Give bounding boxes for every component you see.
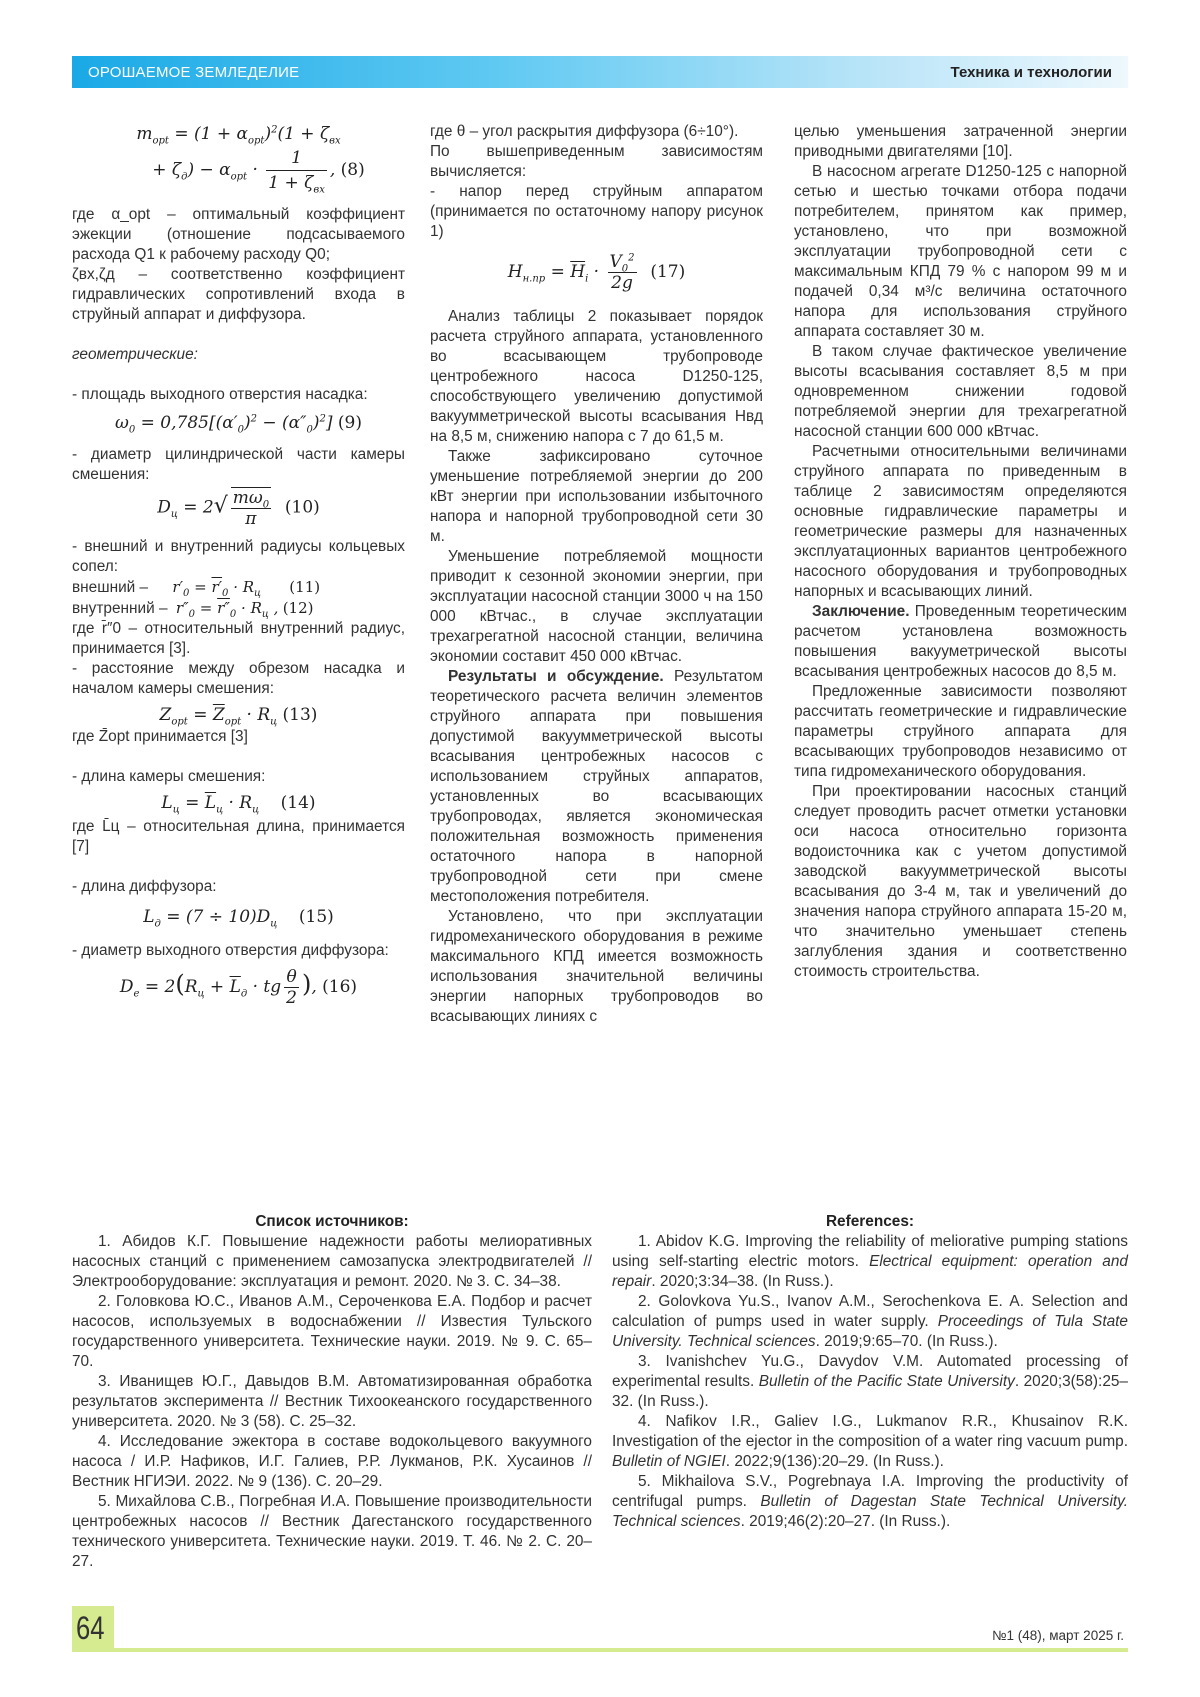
paragraph-results	[430, 667, 763, 907]
reference-journal: Bulletin of Dagestan State Technical University. Technical sciences	[612, 1493, 1128, 1530]
paragraph: где L̄ц – относительная длина, принимается [7]	[72, 818, 405, 855]
paragraph: При проектировании насосных станций следует проводить расчет отметки установки оси насоса относительно горизонта водоисточника как с учетом допустимой заводской вакуумметрической высоты всасывания до 3-4 м, так и увеличений до значения напора струйного аппарата 15-20 м, что значительно уменьшает степень заглубления здания и соответственно стоимость строительства.	[794, 783, 1127, 980]
running-header	[72, 56, 1128, 88]
text-column-3	[794, 122, 1127, 982]
formula-number: (14)	[280, 793, 316, 813]
reference-item	[612, 1472, 1128, 1532]
references-title-en: References:	[825, 1213, 915, 1230]
reference-text: . 2022;9(136):20–29. (In Russ.).	[725, 1453, 944, 1470]
page-number: 64	[76, 1610, 105, 1646]
text-column-2	[430, 122, 763, 1027]
paragraph-text: Проведенным теоретическим расчетом установлена возможность повышения вакууметрической высоты всасывания центробежных насосов до 8,5 м.	[794, 603, 1127, 680]
paragraph: В таком случае фактическое увеличение высоты всасывания составляет 8,5 м при одновременном снижении годовой потребляемой энергии для трехагрегатной насосной станции 600 000 кВтчас.	[794, 343, 1127, 440]
reference-journal: Proceedings of Tula State University. Technical sciences	[612, 1313, 1128, 1350]
reference-item: 3. Иванищев Ю.Г., Давыдов В.М. Автоматизированная обработка результатов эксперимента // Вестник Тихоокеанского государственного университета. 2020. № 3 (58). С. 25–32.	[72, 1373, 592, 1430]
reference-item: 4. Исследование эжектора в составе водокольцевого вакуумного насоса / И.Р. Нафиков, И.Г. Галиев, Р.Р. Лукманов, Р.К. Хусаинов // Вестник НГИЭИ. 2022. № 9 (136). С. 20–29.	[72, 1433, 592, 1490]
reference-item: 2. Головкова Ю.С., Иванов А.М., Сероченкова Е.А. Подбор и расчет насосов, используемых в водоснабжении // Известия Тульского государственного университета. Технические науки. 2019. № 9. С. 65–70.	[72, 1293, 592, 1370]
reference-item	[612, 1352, 1128, 1412]
formula-number: (12)	[282, 599, 314, 617]
formula-number: (10)	[284, 497, 320, 518]
page-number-badge	[72, 1606, 114, 1650]
paragraph: По вышеприведенным зависимостям вычисляется:	[430, 143, 763, 180]
rubric-title: Техника и технологии	[950, 64, 1112, 81]
reference-text: 1. Abidov K.G. Improving the reliability of meliorative pumping stations using self-starting electric motors.	[612, 1233, 1128, 1270]
reference-text: 3. Ivanishchev Yu.G., Davydov V.M. Automated processing of experimental results.	[612, 1353, 1128, 1390]
section-heading-conclusion: Заключение.	[812, 603, 910, 620]
formula-8: $m_{opt} = (1 + \alpha_{opt})^2(1 + \zeta_{вх}$ + $\zeta_д) - \alpha_{opt}$ · $\frac{1}{1 + \zeta_{вх}}$ , (8)	[136, 124, 365, 196]
paragraph: целью уменьшения затраченной энергии приводными двигателями [10].	[794, 123, 1127, 160]
formula-9: $\omega_0 = 0,785[(\alpha'_0)^2 - (\alpha''_0)^2]$ (9)	[114, 413, 362, 436]
references-russian	[72, 1212, 592, 1572]
formula-13: $Z_{opt} = \overline{Z}_{opt} \cdot R_ц$ (13)	[159, 705, 318, 728]
reference-item	[612, 1412, 1128, 1472]
paragraph: - напор перед струйным аппаратом (принимается по остаточному напору рисунок 1)	[430, 183, 763, 240]
subheading-geometric: геометрические:	[72, 346, 198, 363]
formula-number: (15)	[298, 907, 334, 927]
paragraph: Предложенные зависимости позволяют рассчитать геометрические и гидравлические параметры струйного аппарата для всасывающих трубопроводов независимо от типа гидромеханического оборудования.	[794, 683, 1127, 780]
paragraph: где θ – угол раскрытия диффузора (6÷10°).	[430, 123, 739, 140]
paragraph: где α_opt – оптимальный коэффициент эжекции (отношение подсасываемого расхода Q1 к рабочему расходу Q0;	[72, 206, 405, 263]
paragraph: Анализ таблицы 2 показывает порядок расчета струйного аппарата, установленного во всасывающем трубопроводе центробежного насоса D1250-125, способствующего увеличению допустимой вакуумметрической высоты всасывания Hвд на 8,5 м, снижению напора с 7 до 61,5 м.	[430, 308, 763, 445]
formula-16: $D_e = 2(R_ц + \overline{L}_д$ · tg $\frac{\theta}{2}$ ), (16)	[119, 967, 358, 1008]
reference-text: 5. Mikhailova S.V., Pogrebnaya I.A. Improving the productivity of centrifugal pumps.	[612, 1473, 1128, 1510]
paragraph: В насосном агрегате D1250-125 с напорной сетью и шестью точками отбора подачи потребителем, принятом как пример, установлено, что при возможной эксплуатации трубопроводной сети с максимальным КПД 79 % с напором 99 м и подачей 0,34 м³/с величина остаточного напора для использования струйного аппарата составляет 30 м.	[794, 163, 1127, 340]
paragraph: - площадь выходного отверстия насадка:	[72, 386, 368, 403]
formula-number: (9)	[337, 413, 362, 433]
section-heading-results: Результаты и обсуждение.	[448, 668, 664, 685]
formula-11-row	[72, 577, 405, 598]
paragraph: ζвх,ζд – соответственно коэффициент гидравлических сопротивлений входа в струйный аппарат и диффузора.	[72, 266, 405, 323]
reference-item	[612, 1232, 1128, 1292]
paragraph: - длина диффузора:	[72, 878, 217, 895]
paragraph: Также зафиксировано суточное уменьшение потребляемой энергии до 200 кВт энергии при использовании избыточного напора и напорной трубопроводной сети 30 м.	[430, 448, 763, 545]
label-internal: внутренний –	[72, 600, 168, 617]
formula-number: (16)	[322, 977, 358, 997]
paragraph: - расстояние между обрезом насадка и началом камеры смешения:	[72, 660, 405, 697]
reference-text: . 2020;3(58):25–32. (In Russ.).	[612, 1373, 1128, 1410]
reference-text: 2. Golovkova Yu.S., Ivanov A.M., Serochenkova E. A. Selection and calculation of pumps used in water supply.	[612, 1293, 1128, 1330]
formula-number: (8)	[340, 160, 365, 180]
paragraph: - диаметр выходного отверстия диффузора:	[72, 942, 389, 959]
paragraph: Расчетными относительными величинами струйного аппарата по приведенным в таблице 2 зависимостям определяются основные гидравлические параметры и геометрические размеры для назначенных эксплуатационных вариантов центробежного насосного оборудования и трубопроводных напорных и всасывающих линий.	[794, 443, 1127, 600]
reference-journal: Electrical equipment: operation and repair	[612, 1253, 1128, 1290]
references-title-ru: Список источников:	[255, 1213, 409, 1230]
formula-number: (11)	[289, 578, 321, 596]
paragraph: где Z̄opt принимается [3]	[72, 728, 248, 745]
paragraph: Установлено, что при эксплуатации гидромеханического оборудования в режиме максимального КПД имеется возможность использования значительной величины энергии напорных трубопроводов во всасывающих линиях с	[430, 908, 763, 1025]
reference-item	[612, 1292, 1128, 1352]
reference-text: 4. Nafikov I.R., Galiev I.G., Lukmanov R.R., Khusainov R.K. Investigation of the ejector in the composition of a water ring vacuum pump.	[612, 1413, 1128, 1450]
formula-number: (13)	[282, 705, 318, 725]
formula-11: $r'_0 = r'_0 \cdot R_ц$	[172, 578, 262, 599]
label-external: внешний –	[72, 579, 149, 596]
paragraph: - длина камеры смешения:	[72, 768, 266, 785]
reference-text: . 2019;9:65–70. (In Russ.).	[815, 1333, 998, 1350]
paragraph: - внешний и внутренний радиусы кольцевых сопел:	[72, 538, 405, 575]
text-column-1	[72, 122, 405, 1014]
formula-number: (17)	[650, 262, 686, 282]
issue-info: №1 (48), март 2025 г.	[992, 1628, 1124, 1643]
reference-item: 5. Михайлова С.В., Погребная И.А. Повышение производительности центробежных насосов // Вестник Дагестанского государственного технического университета. Технические науки. 2019. Т. 46. № 2. С. 20–27.	[72, 1493, 592, 1570]
paragraph: где r̄″0 – относительный внутренний радиус, принимается [3].	[72, 620, 405, 657]
paragraph-conclusion	[794, 602, 1127, 682]
formula-12-row	[72, 598, 405, 619]
reference-journal: Bulletin of the Pacific State University	[758, 1373, 1015, 1390]
reference-journal: Bulletin of NGIEI	[612, 1453, 726, 1470]
reference-text: . 2019;46(2):20–27. (In Russ.).	[740, 1513, 951, 1530]
footer-rule	[72, 1648, 1128, 1652]
formula-14: $L_ц = \overline{L}_ц \cdot R_ц$ (14)	[161, 793, 316, 816]
reference-item: 1. Абидов К.Г. Повышение надежности работы мелиоративных насосных станций с применением самозапуска электродвигателей // Электрооборудование: эксплуатация и ремонт. 2020. № 3. С. 34–38.	[72, 1233, 592, 1290]
formula-15: $L_д = (7 \div 10)D_ц$ (15)	[143, 907, 334, 930]
formula-17: $H_{н.пр} = \overline{H}_i$ · $\frac{V_0^2}{2g}$ (17)	[507, 252, 686, 293]
formula-10: $D_ц = 2√$ $\frac{m\omega_0}{\pi}$ (10)	[157, 488, 320, 529]
references-english	[612, 1212, 1128, 1532]
journal-section-title: ОРОШАЕМОЕ ЗЕМЛЕДЕЛИЕ	[88, 64, 300, 81]
formula-12: $r''_0 = r''_0 \cdot R_ц$ ,	[175, 599, 279, 620]
reference-text: . 2020;3:34–38. (In Russ.).	[651, 1273, 834, 1290]
paragraph: - диаметр цилиндрической части камеры смешения:	[72, 446, 405, 483]
paragraph: Уменьшение потребляемой мощности приводит к сезонной экономии энергии, при эксплуатации насосной станции 3000 ч на 150 000 кВтчас., в случае эксплуатации трехагрегатной насосной станции, величина экономии составит 450 000 кВтчас.	[430, 548, 763, 665]
paragraph-text: Результатом теоретического расчета величин элементов струйного аппарата при повышения допустимой вакуумметрической высоты всасывания центробежных насосов с использованием струйных аппаратов, установленных во всасывающих трубопроводах, является экономическая положительная возможность применения остаточного напора в напорной трубопроводной сети при смене местоположения потребителя.	[430, 668, 763, 905]
